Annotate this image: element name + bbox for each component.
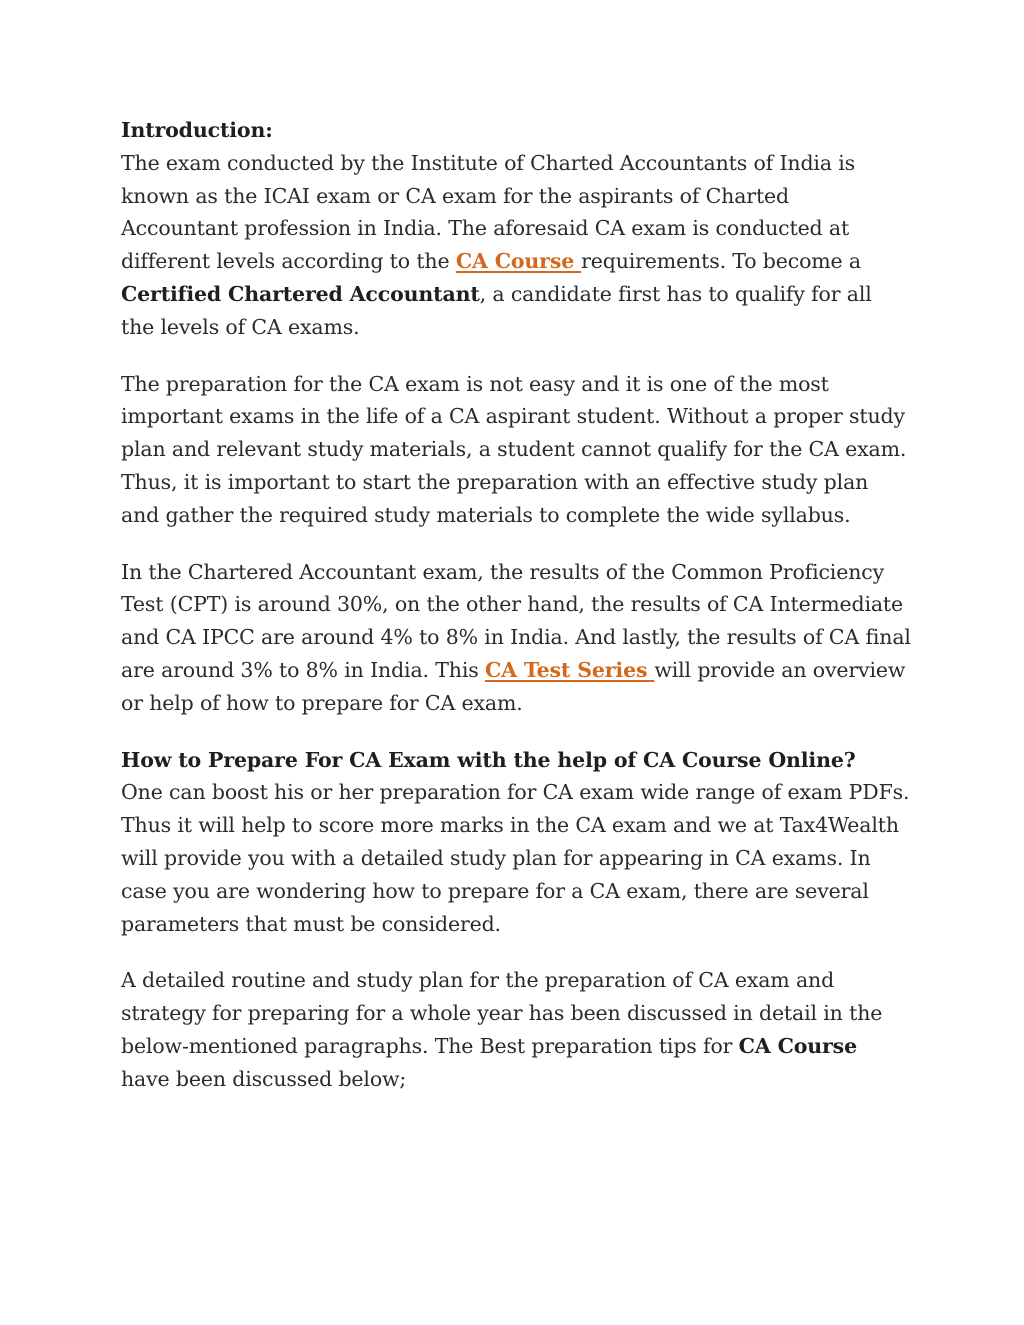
- how-to-prepare-section: [121, 744, 911, 941]
- ca-test-series-link[interactable]: CA Test Series: [484, 657, 655, 682]
- results-text-b: will provide an overview or help of how to prepare for CA exam.: [121, 657, 906, 715]
- results-paragraph: [121, 556, 911, 720]
- intro-text-c: , a candidate first has to qualify for all the levels of CA exams.: [121, 281, 872, 339]
- ca-course-link[interactable]: CA Course: [455, 249, 582, 274]
- intro-paragraph: [121, 147, 911, 344]
- study-plan-text-b: have been discussed below;: [121, 1033, 870, 1091]
- how-to-prepare-heading: [121, 744, 911, 777]
- certified-chartered-accountant-bold: Certified Chartered Accountant: [121, 281, 480, 306]
- study-plan-text-a: A detailed routine and study plan for the preparation of CA exam and strategy for preparing for a whole year has been discussed in detail in the below-mentioned paragraphs. The Best preparation tips for: [121, 968, 883, 1058]
- intro-heading: [121, 114, 911, 147]
- document-page: [121, 114, 911, 1096]
- how-to-prepare-heading-text: How to Prepare For CA Exam with the help of CA Course Online?: [121, 747, 856, 772]
- preparation-paragraph: The preparation for the CA exam is not easy and it is one of the most important exams in the life of a CA aspirant student. Without a proper study plan and relevant study materials, a student cannot qualify for the CA exam. Thus, it is important to start the preparation with an effective study plan and gather the required study materials to complete the wide syllabus.: [121, 371, 907, 527]
- study-plan-paragraph: [121, 964, 911, 1095]
- intro-text-a: The exam conducted by the Institute of Charted Accountants of India is known as the ICAI exam or CA exam for the aspirants of Charted Accountant profession in India. The aforesaid CA exam is conducted at different levels according to the: [121, 150, 856, 274]
- results-text-a: In the Chartered Accountant exam, the results of the Common Proficiency Test (CPT) is around 30%, on the other hand, the results of CA Intermediate and CA IPCC are around 4% to 8% in India. And lastly, the results of CA final are around 3% to 8% in India. This: [121, 559, 911, 682]
- how-to-prepare-body: One can boost his or her preparation for CA exam wide range of exam PDFs. Thus it will help to score more marks in the CA exam and we at Tax4Wealth will provide you with a detailed study plan for appearing in CA exams. In case you are wondering how to prepare for a CA exam, there are several parameters that must be considered.: [121, 780, 910, 936]
- intro-text-b: requirements. To become a: [581, 249, 861, 274]
- intro-heading-text: Introduction:: [121, 118, 273, 142]
- ca-course-bold: CA Course: [738, 1033, 857, 1058]
- intro-section: [121, 114, 911, 344]
